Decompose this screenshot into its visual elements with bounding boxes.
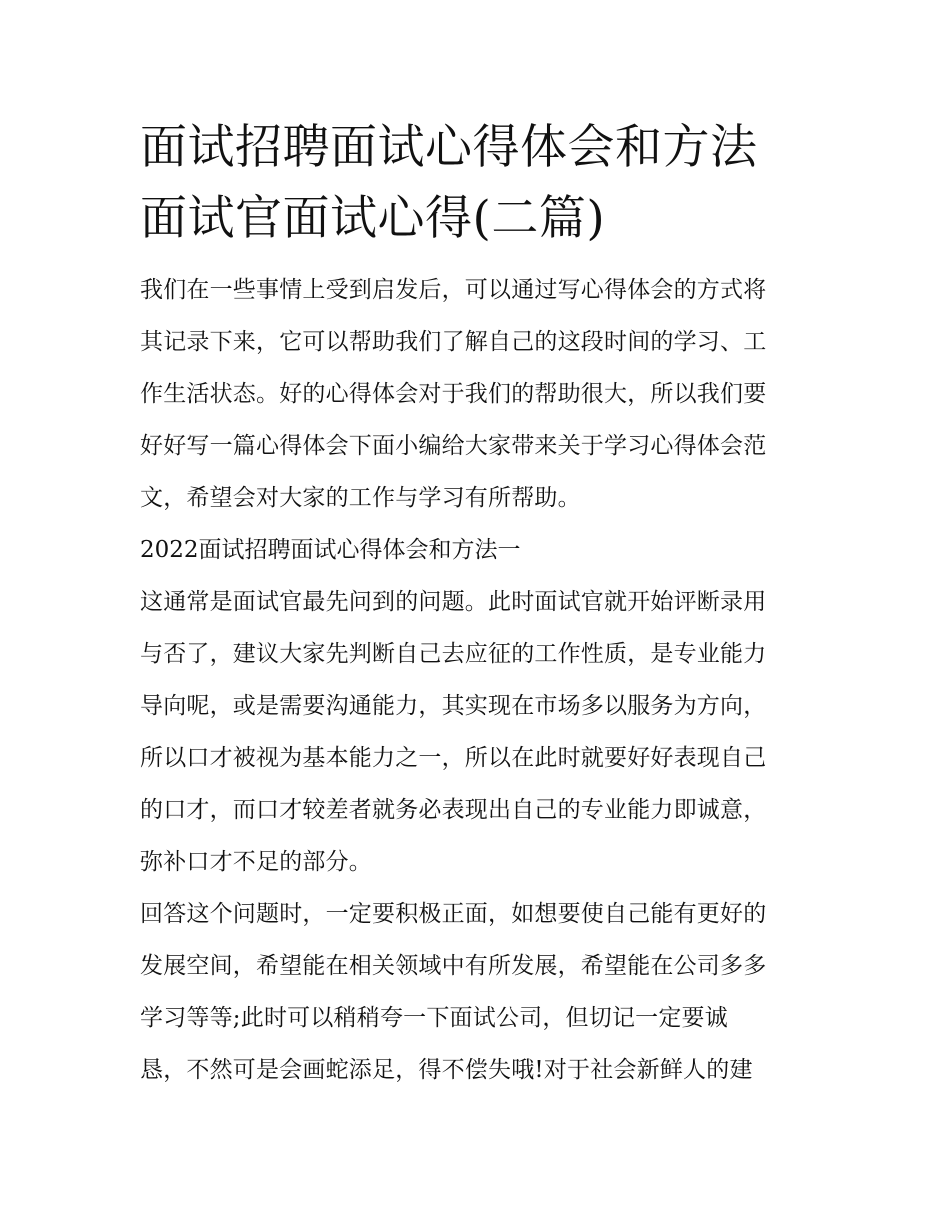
text-line: 所以口才被视为基本能力之一，所以在此时就要好好表现自己 bbox=[140, 745, 767, 771]
section-heading: 2022面试招聘面试心得体会和方法一 bbox=[140, 537, 521, 563]
document-title bbox=[140, 112, 812, 254]
title-line: 面试官面试心得(二篇) bbox=[140, 191, 606, 246]
text-line: 的口才，而口才较差者就务必表现出自己的专业能力即诚意， bbox=[140, 797, 767, 823]
text-line: 这通常是面试官最先问到的问题。此时面试官就开始评断录用 bbox=[140, 589, 767, 615]
text-line: 我们在一些事情上受到启发后，可以通过写心得体会的方式将 bbox=[140, 277, 767, 303]
text-line: 导向呢，或是需要沟通能力，其实现在市场多以服务为方向， bbox=[140, 693, 767, 719]
text-line: 弥补口才不足的部分。 bbox=[140, 849, 372, 875]
intro-paragraph bbox=[140, 264, 812, 524]
text-line: 与否了，建议大家先判断自己去应征的工作性质，是专业能力 bbox=[140, 641, 767, 667]
text-line: 学习等等;此时可以稍稍夸一下面试公司，但切记一定要诚 bbox=[140, 1005, 728, 1031]
text-line: 其记录下来，它可以帮助我们了解自己的这段时间的学习、工 bbox=[140, 329, 767, 355]
body-paragraph-2 bbox=[140, 888, 812, 1096]
text-line: 发展空间，希望能在相关领域中有所发展，希望能在公司多多 bbox=[140, 953, 767, 979]
text-line: 回答这个问题时，一定要积极正面，如想要使自己能有更好的 bbox=[140, 901, 767, 927]
text-line: 好好写一篇心得体会下面小编给大家带来关于学习心得体会范 bbox=[140, 433, 767, 459]
title-line: 面试招聘面试心得体会和方法 bbox=[140, 120, 758, 175]
text-line: 作生活状态。好的心得体会对于我们的帮助很大，所以我们要 bbox=[140, 381, 767, 407]
body-paragraph-1 bbox=[140, 576, 812, 888]
document-content bbox=[140, 112, 812, 1096]
text-line: 恳，不然可是会画蛇添足，得不偿失哦!对于社会新鲜人的建 bbox=[140, 1057, 753, 1083]
text-line: 文，希望会对大家的工作与学习有所帮助。 bbox=[140, 485, 581, 511]
